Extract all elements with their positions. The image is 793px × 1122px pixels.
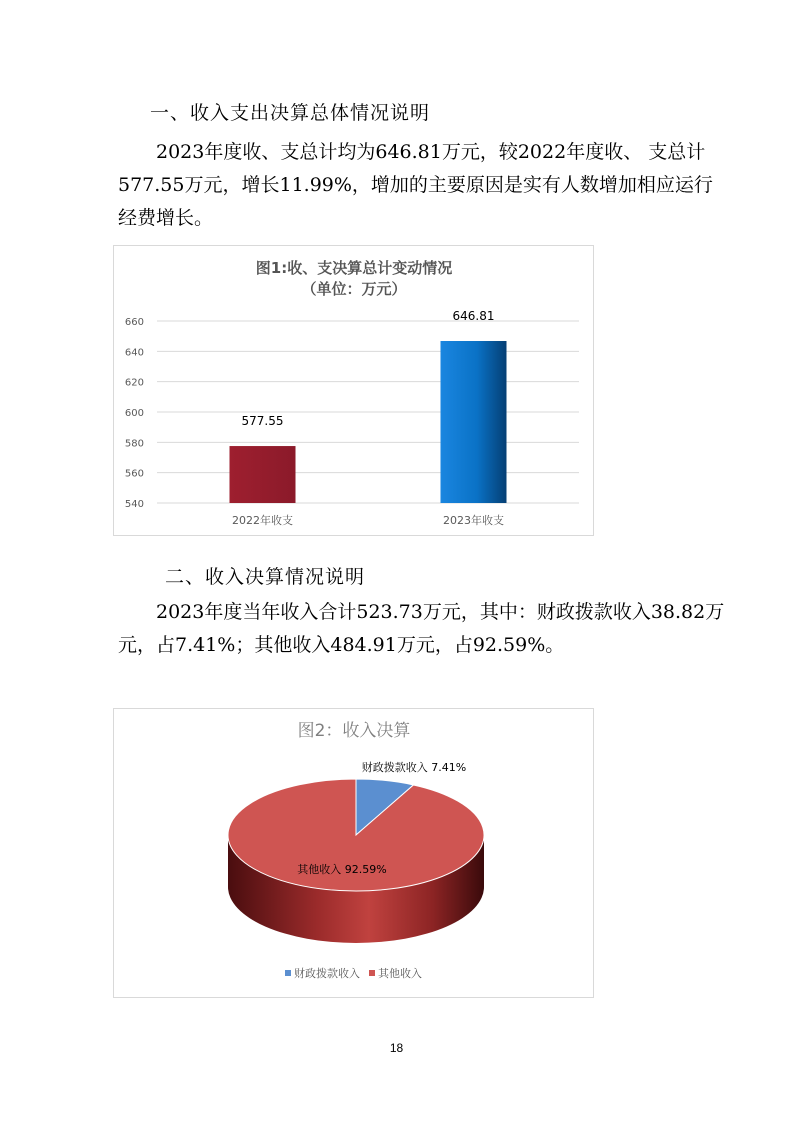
page-number: 18 (389, 1041, 404, 1055)
slice-label: 其他收入 92.59% (297, 863, 387, 876)
y-tick-label: 620 (124, 377, 144, 389)
section1-heading: 一、收入支出决算总体情况说明 (150, 102, 431, 124)
chart-title: 图1:收、支决算总计变动情况 (255, 259, 453, 277)
y-tick-label: 640 (124, 347, 144, 359)
chart-subtitle: （单位：万元） (301, 280, 407, 298)
bar-chart (113, 245, 594, 536)
x-tick-label: 2022年收支 (232, 514, 293, 527)
legend-swatch (369, 970, 375, 976)
y-tick-label: 580 (124, 438, 144, 450)
pie-chart (113, 708, 594, 998)
data-label: 646.81 (452, 309, 495, 324)
x-tick-label: 2023年收支 (443, 514, 504, 527)
legend-label: 其他收入 (378, 967, 422, 980)
legend-label: 财政拨款收入 (294, 967, 360, 980)
y-tick-label: 560 (124, 468, 144, 480)
section2-paragraph: 2023年度当年收入合计523.73万元，其中：财政拨款收入38.82万元，占7.41%；其他收入484.91万元，占92.59%。 (118, 601, 725, 656)
y-tick-label: 540 (124, 499, 144, 510)
bar (230, 446, 296, 503)
bar-chart-svg (114, 246, 593, 535)
section1-paragraph: 2023年度收、支总计均为646.81万元，较2022年度收、 支总计577.55万元，增长11.99%，增加的主要原因是实有人数增加相应运行经费增长。 (118, 141, 713, 229)
y-tick-label: 660 (124, 317, 144, 328)
legend-swatch (285, 970, 291, 976)
slice-label: 财政拨款收入 7.41% (361, 761, 467, 774)
chart-title: 图2：收入决算 (297, 721, 411, 741)
section2-heading: 二、收入决算情况说明 (165, 566, 366, 588)
bar (441, 341, 507, 503)
y-tick-label: 600 (124, 408, 144, 419)
data-label: 577.55 (241, 414, 284, 429)
pie-chart-svg (114, 709, 593, 997)
